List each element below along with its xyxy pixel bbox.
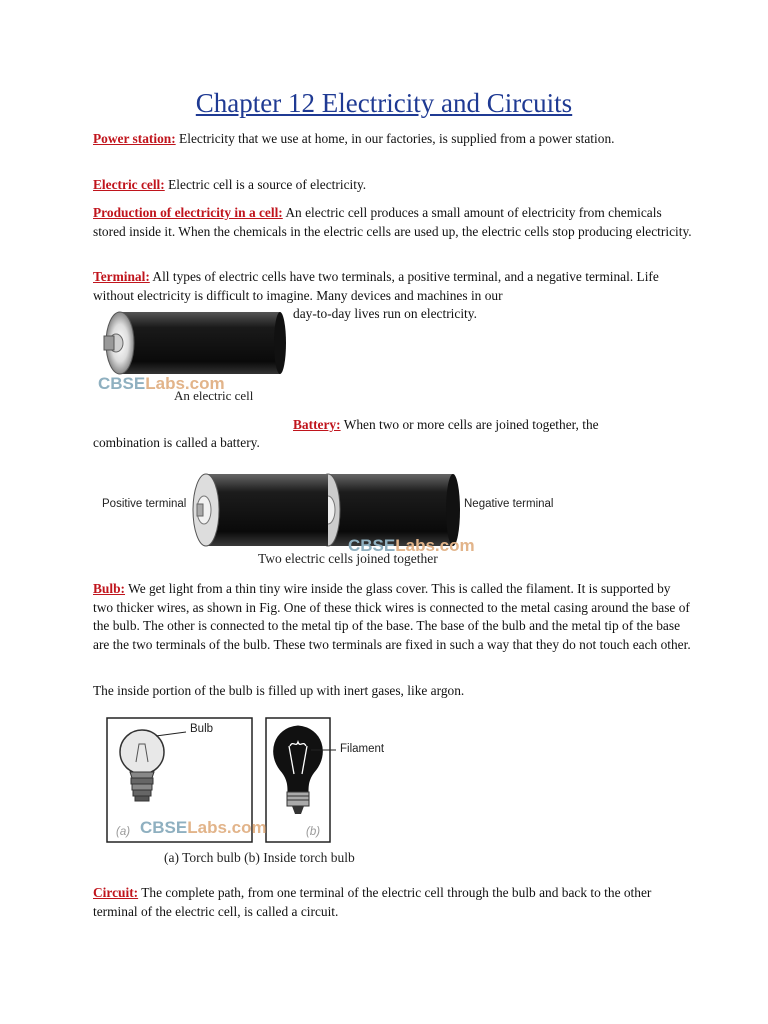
electric-cell-figure: [98, 306, 288, 406]
battery-paragraph-continued: combination is called a battery.: [93, 435, 260, 450]
power-station-paragraph: [93, 130, 693, 149]
battery-image: [98, 466, 568, 556]
battery-watermark-b: Labs.com: [395, 536, 475, 555]
battery-watermark-a: CBSE: [348, 536, 396, 555]
battery-term: Battery:: [293, 417, 341, 432]
negative-terminal-label: Negative terminal: [464, 498, 554, 510]
bulb-label: Bulb: [190, 723, 214, 735]
battery-paragraph: [293, 416, 693, 435]
bulb-caption: (a) Torch bulb (b) Inside torch bulb: [164, 850, 355, 865]
cell-caption: An electric cell: [174, 388, 254, 403]
positive-terminal-label: Positive terminal: [102, 498, 187, 510]
terminal-paragraph: [93, 268, 693, 305]
terminal-text: All types of electric cells have two terminals, a positive terminal, and a negative terminal. Life without electricity is difficult to imagine. Many devices and machines in our: [93, 269, 659, 303]
bulb-term: Bulb:: [93, 581, 126, 596]
sub-label-b: (b): [306, 826, 321, 838]
battery-text: When two or more cells are joined together, the: [343, 417, 599, 432]
bulb-watermark-b: Labs.com: [187, 818, 267, 837]
bulb-figure: [106, 714, 406, 874]
electric-cell-paragraph: [93, 176, 693, 195]
power-station-term: Power station:: [93, 131, 176, 146]
battery-figure: [98, 466, 568, 572]
terminal-paragraph-continued: day-to-day lives run on electricity.: [293, 306, 477, 321]
production-paragraph: [93, 204, 693, 241]
production-text: An electric cell produces a small amount of electricity from chemicals stored inside it. When the chemicals in the electric cells are used up, the electric cells stop producing electricity.: [93, 205, 692, 239]
circuit-text: The complete path, from one terminal of the electric cell through the bulb and back to the other terminal of the electric cell, is called a circuit.: [93, 885, 652, 919]
sub-label-a: (a): [116, 826, 131, 838]
battery-caption: Two electric cells joined together: [258, 551, 438, 566]
page-title: Chapter 12 Electricity and Circuits: [195, 88, 573, 118]
terminal-term: Terminal:: [93, 269, 150, 284]
inside-bulb-paragraph: The inside portion of the bulb is filled up with inert gases, like argon.: [93, 683, 465, 698]
cell-watermark-a: CBSE: [98, 374, 146, 393]
bulb-watermark-a: CBSE: [140, 818, 188, 837]
circuit-term: Circuit:: [93, 885, 139, 900]
bulb-text: We get light from a thin tiny wire inside the glass cover. This is called the filament. It is supported by two thicker wires, as shown in Fig. One of these thick wires is connected to the metal casing around the base of the bulb. The other is connected to the metal tip of the base. The base of the bulb and the metal tip of the base are the two terminals of the bulb. These two terminals are fixed in such a way that they do not touch each other.: [93, 581, 691, 652]
electric-cell-term: Electric cell:: [93, 177, 165, 192]
bulb-paragraph: [93, 580, 693, 654]
power-station-text: Electricity that we use at home, in our factories, is supplied from a power station.: [179, 131, 615, 146]
production-term: Production of electricity in a cell:: [93, 205, 283, 220]
electric-cell-text: Electric cell is a source of electricity.: [168, 177, 367, 192]
circuit-paragraph: [93, 884, 693, 921]
filament-label: Filament: [340, 743, 385, 755]
cell-watermark-b: Labs.com: [145, 374, 225, 393]
bulb-watermark: [140, 818, 267, 838]
